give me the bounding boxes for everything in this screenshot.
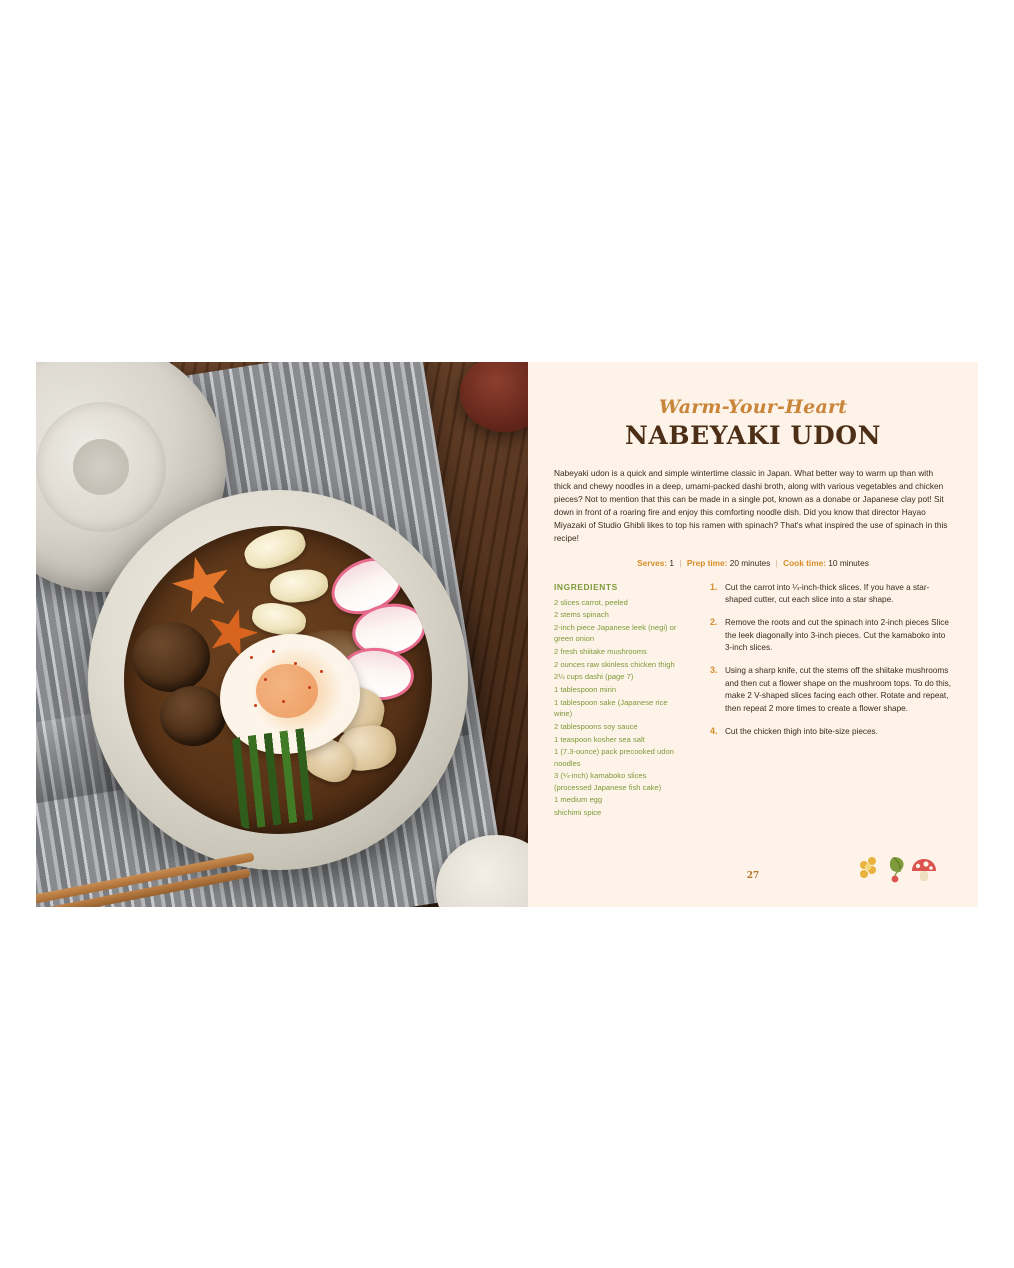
step-number: 3.	[710, 665, 718, 676]
list-item: 2-inch piece Japanese leek (negi) or green onion	[554, 623, 677, 644]
decorative-food-icons	[854, 849, 944, 889]
serves-label: Serves:	[637, 557, 668, 568]
step-text: Remove the roots and cut the spinach into 2-inch pieces Slice the leek diagonally into 3-inch pieces. Cut the kamaboko into 3-inch slices.	[725, 617, 949, 653]
shiitake-mushroom	[160, 686, 226, 746]
list-item: 1 tablespoon mirin	[554, 685, 617, 695]
recipe-intro: Nabeyaki udon is a quick and simple wintertime classic in Japan. What better way to warm up than with thick and chewy noodles in a deep, umami-packed dashi broth, along with various vegetables and chicken pieces? Not to mention that this can be made in a single pot, known as a donabe or Japanese clay pot! Sit down in front of a roaring fire and enjoy this comforting noodle dish. Did you know that director Hayao Miyazaki of Studio Ghibli likes to top his ramen with spinach? That's what inspired the use of spinach in this recipe!	[554, 468, 948, 544]
step-text: Using a sharp knife, cut the stems off the shiitake mushrooms and then cut a flower shape on the mushroom tops. To do this, make 2 V-shaped slices facing each other. Rotate and repeat, then repeat 2 more times to create a flower shape.	[725, 666, 952, 714]
leek-slice	[268, 567, 329, 605]
instructions-column	[686, 582, 952, 820]
flower-icon	[860, 857, 876, 878]
carrot-star	[166, 550, 238, 621]
serves-value: 1	[669, 557, 675, 568]
list-item: 1 tablespoon sake (Japanese rice wine)	[554, 697, 668, 719]
leaf-icon	[890, 857, 904, 872]
recipe-body-columns	[554, 582, 952, 820]
cherry-icon	[892, 871, 901, 882]
step-number: 1.	[710, 581, 718, 592]
recipe-photo-page	[36, 362, 528, 907]
instruction-step	[710, 665, 952, 716]
cook-time-value: 10 minutes	[828, 557, 869, 568]
list-item: 2 ounces raw skinless chicken thigh	[554, 659, 675, 669]
recipe-text-page	[528, 362, 978, 907]
list-item: 2¼ cups dashi (page 7)	[554, 672, 634, 682]
step-text: Cut the carrot into ¼-inch-thick slices. If you have a star-shaped cutter, cut each slice into a star shape.	[725, 582, 930, 605]
prep-time-value: 20 minutes	[729, 557, 771, 568]
step-text: Cut the chicken thigh into bite-size pieces.	[725, 726, 878, 736]
list-item: 2 stems spinach	[554, 610, 609, 620]
cook-time-label: Cook time:	[783, 557, 826, 568]
dashi-broth	[124, 526, 432, 834]
recipe-title: NABEYAKI UDON	[624, 421, 882, 450]
list-item: 1 (7.3-ounce) pack precooked udon noodles	[554, 747, 674, 768]
step-number: 2.	[710, 616, 718, 627]
egg-yolk	[256, 664, 318, 718]
list-item: 1 medium egg	[554, 795, 603, 805]
meta-separator: |	[679, 557, 682, 568]
book-spread	[36, 362, 978, 907]
instruction-step	[710, 582, 952, 607]
step-number: 4.	[710, 725, 718, 736]
mushroom-icon	[912, 859, 936, 881]
donabe-lid-flower-motif	[73, 439, 129, 495]
prep-time-label: Prep time:	[686, 557, 728, 568]
list-item: 2 fresh shiitake mushrooms	[554, 647, 647, 656]
ingredients-column	[554, 582, 686, 820]
page-number: 27	[746, 871, 760, 881]
leek-slice	[240, 526, 309, 575]
recipe-script-title: Warm-Your-Heart	[658, 396, 848, 418]
shiitake-mushroom	[132, 622, 210, 692]
ingredients-list	[554, 597, 686, 819]
list-item: 3 (¼-inch) kamaboko slices (processed Japanese fish cake)	[554, 771, 662, 792]
ingredients-heading: INGREDIENTS	[554, 581, 618, 592]
list-item: 2 tablespoons soy sauce	[554, 721, 638, 731]
donabe-pot	[88, 490, 468, 870]
instruction-step	[710, 726, 952, 739]
list-item: 2 slices carrot, peeled	[554, 597, 628, 607]
list-item: 1 teaspoon kosher sea salt	[554, 734, 645, 744]
instruction-step	[710, 617, 952, 655]
meta-separator: |	[775, 557, 778, 568]
leek-slice	[250, 600, 308, 639]
list-item: shichimi spice	[554, 808, 602, 818]
recipe-meta	[528, 558, 978, 568]
spinach-leaves	[226, 726, 334, 830]
